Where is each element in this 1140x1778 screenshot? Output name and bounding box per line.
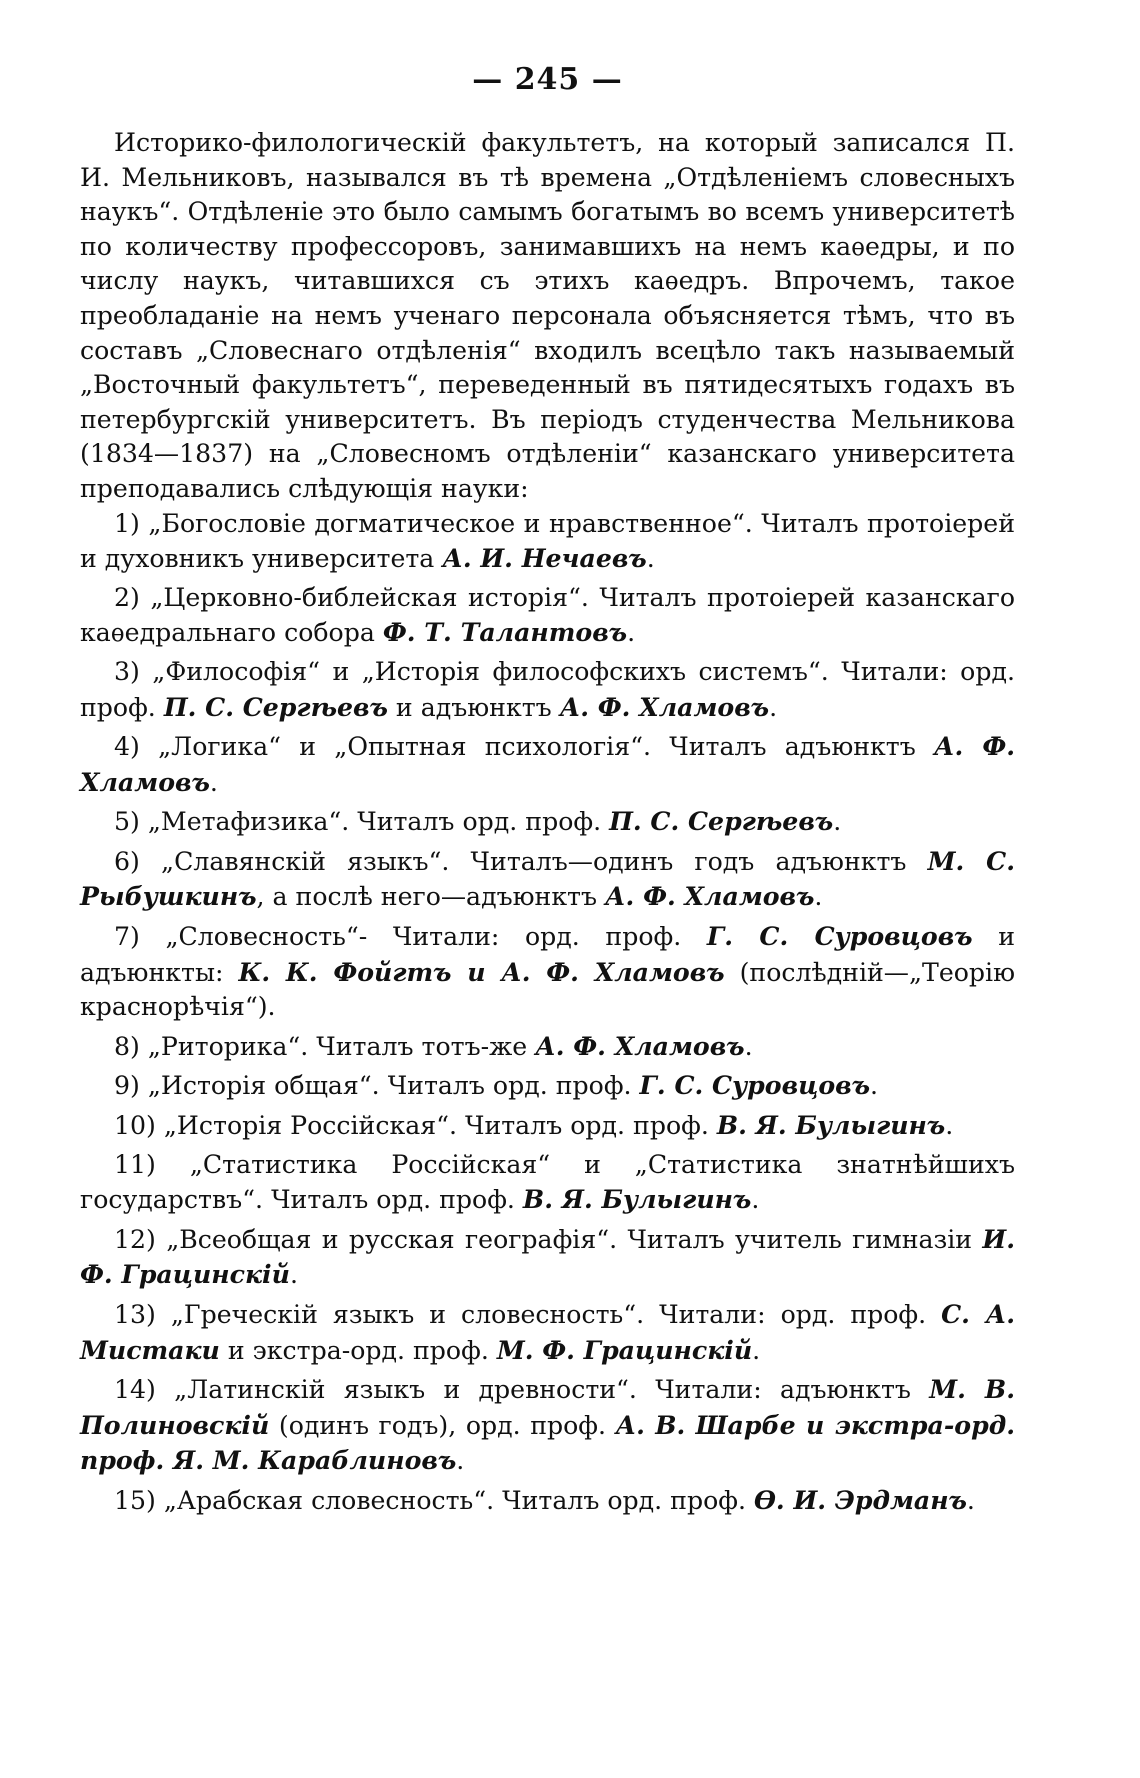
lecturer-name: М. В. Полиновскій (80, 1374, 1015, 1440)
list-item (80, 1148, 1015, 1218)
item-text: . (289, 1260, 298, 1290)
item-text: . (870, 1071, 879, 1101)
lecturer-name: В. Я. Булыгинъ (716, 1110, 946, 1141)
list-item (80, 844, 1015, 915)
item-text: 3) „Философія“ и „Исторія философскихъ системъ“. Читали: орд. проф. (80, 656, 1015, 722)
item-text: 12) „Всеобщая и русская географія“. Читалъ учитель гимназіи (114, 1224, 983, 1254)
page-number: 245 (514, 62, 581, 97)
item-text: 2) „Церковно-библейская исторія“. Читалъ протоіерей казанскаго каѳедральнаго собора (80, 582, 1015, 648)
item-text: . (814, 882, 823, 912)
item-text: . (646, 544, 655, 574)
item-text: 1) „Богословіе догматическое и нравственное“. Читалъ протоіерей и духовникъ университета (80, 508, 1015, 574)
item-text: 15) „Арабская словесность“. Читалъ орд. проф. (114, 1485, 754, 1515)
item-text: . (833, 807, 842, 837)
header-ornament-right: — (591, 62, 623, 97)
item-text: 5) „Метафизика“. Читалъ орд. проф. (114, 807, 610, 837)
lecturer-name: А. И. Нечаевъ (442, 543, 647, 574)
item-text: 13) „Греческій языкъ и словесность“. Читали: орд. проф. (114, 1300, 942, 1329)
item-text: и адъюнктъ (387, 692, 560, 722)
item-text: . (966, 1485, 975, 1515)
lecturer-name: С. А. Мистаки (80, 1299, 1015, 1365)
item-text: , а послѣ него—адъюнктъ (256, 882, 606, 912)
intro-paragraph: Историко-филологическій факультетъ, на который записался П. И. Мельниковъ, назывался въ тѣ времена „Отдѣленіемъ словесныхъ наукъ“. Отдѣленіе это было самымъ богатымъ во всемъ университетѣ по количеству профессоровъ, занимавшихъ на немъ каѳедры, и по числу наукъ, читавшихся съ этихъ каѳедръ. Впрочемъ, такое преобладаніе на немъ ученаго персонала объясняется тѣмъ, что въ составъ „Словеснаго отдѣленія“ входилъ всецѣло такъ называемый „Восточный факультетъ“, переведенный въ пятидесятыхъ годахъ въ петербургскій университетъ. Въ періодъ студенчества Мельникова (1834—1837) на „Словесномъ отдѣленіи“ казанскаго университета преподавались слѣдующія науки: (80, 128, 1015, 503)
list-item (80, 1068, 1015, 1104)
lecturer-name: Г. С. Суровцовъ (639, 1070, 871, 1101)
item-text: . (945, 1111, 954, 1141)
list-item (80, 729, 1015, 800)
item-text: 8) „Риторика“. Читалъ тотъ-же (114, 1031, 536, 1061)
item-text: . (751, 1185, 760, 1215)
list-item (80, 507, 1015, 577)
item-text: (послѣдній—„Теорію краснорѣчія“). (80, 957, 1016, 1022)
item-text: . (752, 1335, 761, 1365)
item-text: 6) „Славянскій языкъ“. Читалъ—одинъ годъ адъюнктъ (114, 846, 928, 876)
item-text: 4) „Логика“ и „Опытная психологія“. Читалъ адъюнктъ (114, 732, 935, 762)
item-text: и адъюнкты: (80, 922, 1015, 987)
item-text: 9) „Исторія общая“. Читалъ орд. проф. (114, 1071, 640, 1101)
lecturer-name: В. Я. Булыгинъ (522, 1184, 752, 1215)
list-item (80, 1483, 1015, 1519)
lecturer-name: А. В. Шарбе и экстра-орд. проф. Я. М. Караблиновъ (80, 1409, 1015, 1476)
book-page (80, 60, 1015, 1750)
list-item (80, 1372, 1015, 1479)
page-header (80, 60, 1015, 100)
list-item (80, 655, 1015, 725)
item-text: (одинъ годъ), орд. проф. (269, 1410, 616, 1440)
lecturer-name: П. С. Сергѣевъ (609, 806, 834, 837)
item-text: . (769, 692, 778, 722)
item-text: 7) „Словесность“- Читали: орд. проф. (114, 922, 707, 952)
list-item (80, 1297, 1015, 1368)
lecturer-name: А. Ф. Хламовъ (80, 731, 1016, 797)
subjects-list (80, 507, 1015, 1519)
lecturer-name: И. Ф. Грацинскій (80, 1223, 1015, 1290)
list-item (80, 1108, 1015, 1144)
item-text: 10) „Исторія Россійская“. Читалъ орд. проф. (114, 1111, 717, 1141)
list-item (80, 1029, 1015, 1065)
lecturer-name: М. Ф. Грацинскій (496, 1334, 753, 1365)
lecturer-name: А. Ф. Хламовъ (535, 1030, 745, 1061)
item-text: . (627, 618, 636, 648)
item-text: 14) „Латинскій языкъ и древности“. Читали: адъюнктъ (114, 1375, 930, 1405)
lecturer-name: Г. С. Суровцовъ (706, 921, 973, 952)
lecturer-name: Ф. Т. Талантовъ (382, 617, 628, 648)
list-item (80, 1222, 1015, 1293)
lecturer-name: К. К. Фойгтъ и А. Ф. Хламовъ (238, 956, 725, 987)
item-text: . (209, 767, 218, 797)
list-item (80, 919, 1015, 1025)
item-text: . (456, 1446, 465, 1476)
lecturer-name: А. Ф. Хламовъ (559, 691, 770, 722)
list-item (80, 804, 1015, 840)
header-ornament-left: — (472, 62, 504, 97)
lecturer-name: М. С. Рыбушкинъ (80, 845, 1016, 912)
list-item (80, 581, 1015, 651)
lecturer-name: П. С. Сергѣевъ (163, 691, 388, 722)
item-text: 11) „Статистика Россійская“ и „Статистика знатнѣйшихъ государствъ“. Читалъ орд. проф. (80, 1149, 1015, 1215)
lecturer-name: А. Ф. Хламовъ (605, 881, 815, 912)
item-text: . (744, 1031, 753, 1061)
lecturer-name: Ѳ. И. Эрдманъ (753, 1484, 967, 1515)
item-text: и экстра-орд. проф. (219, 1335, 497, 1365)
